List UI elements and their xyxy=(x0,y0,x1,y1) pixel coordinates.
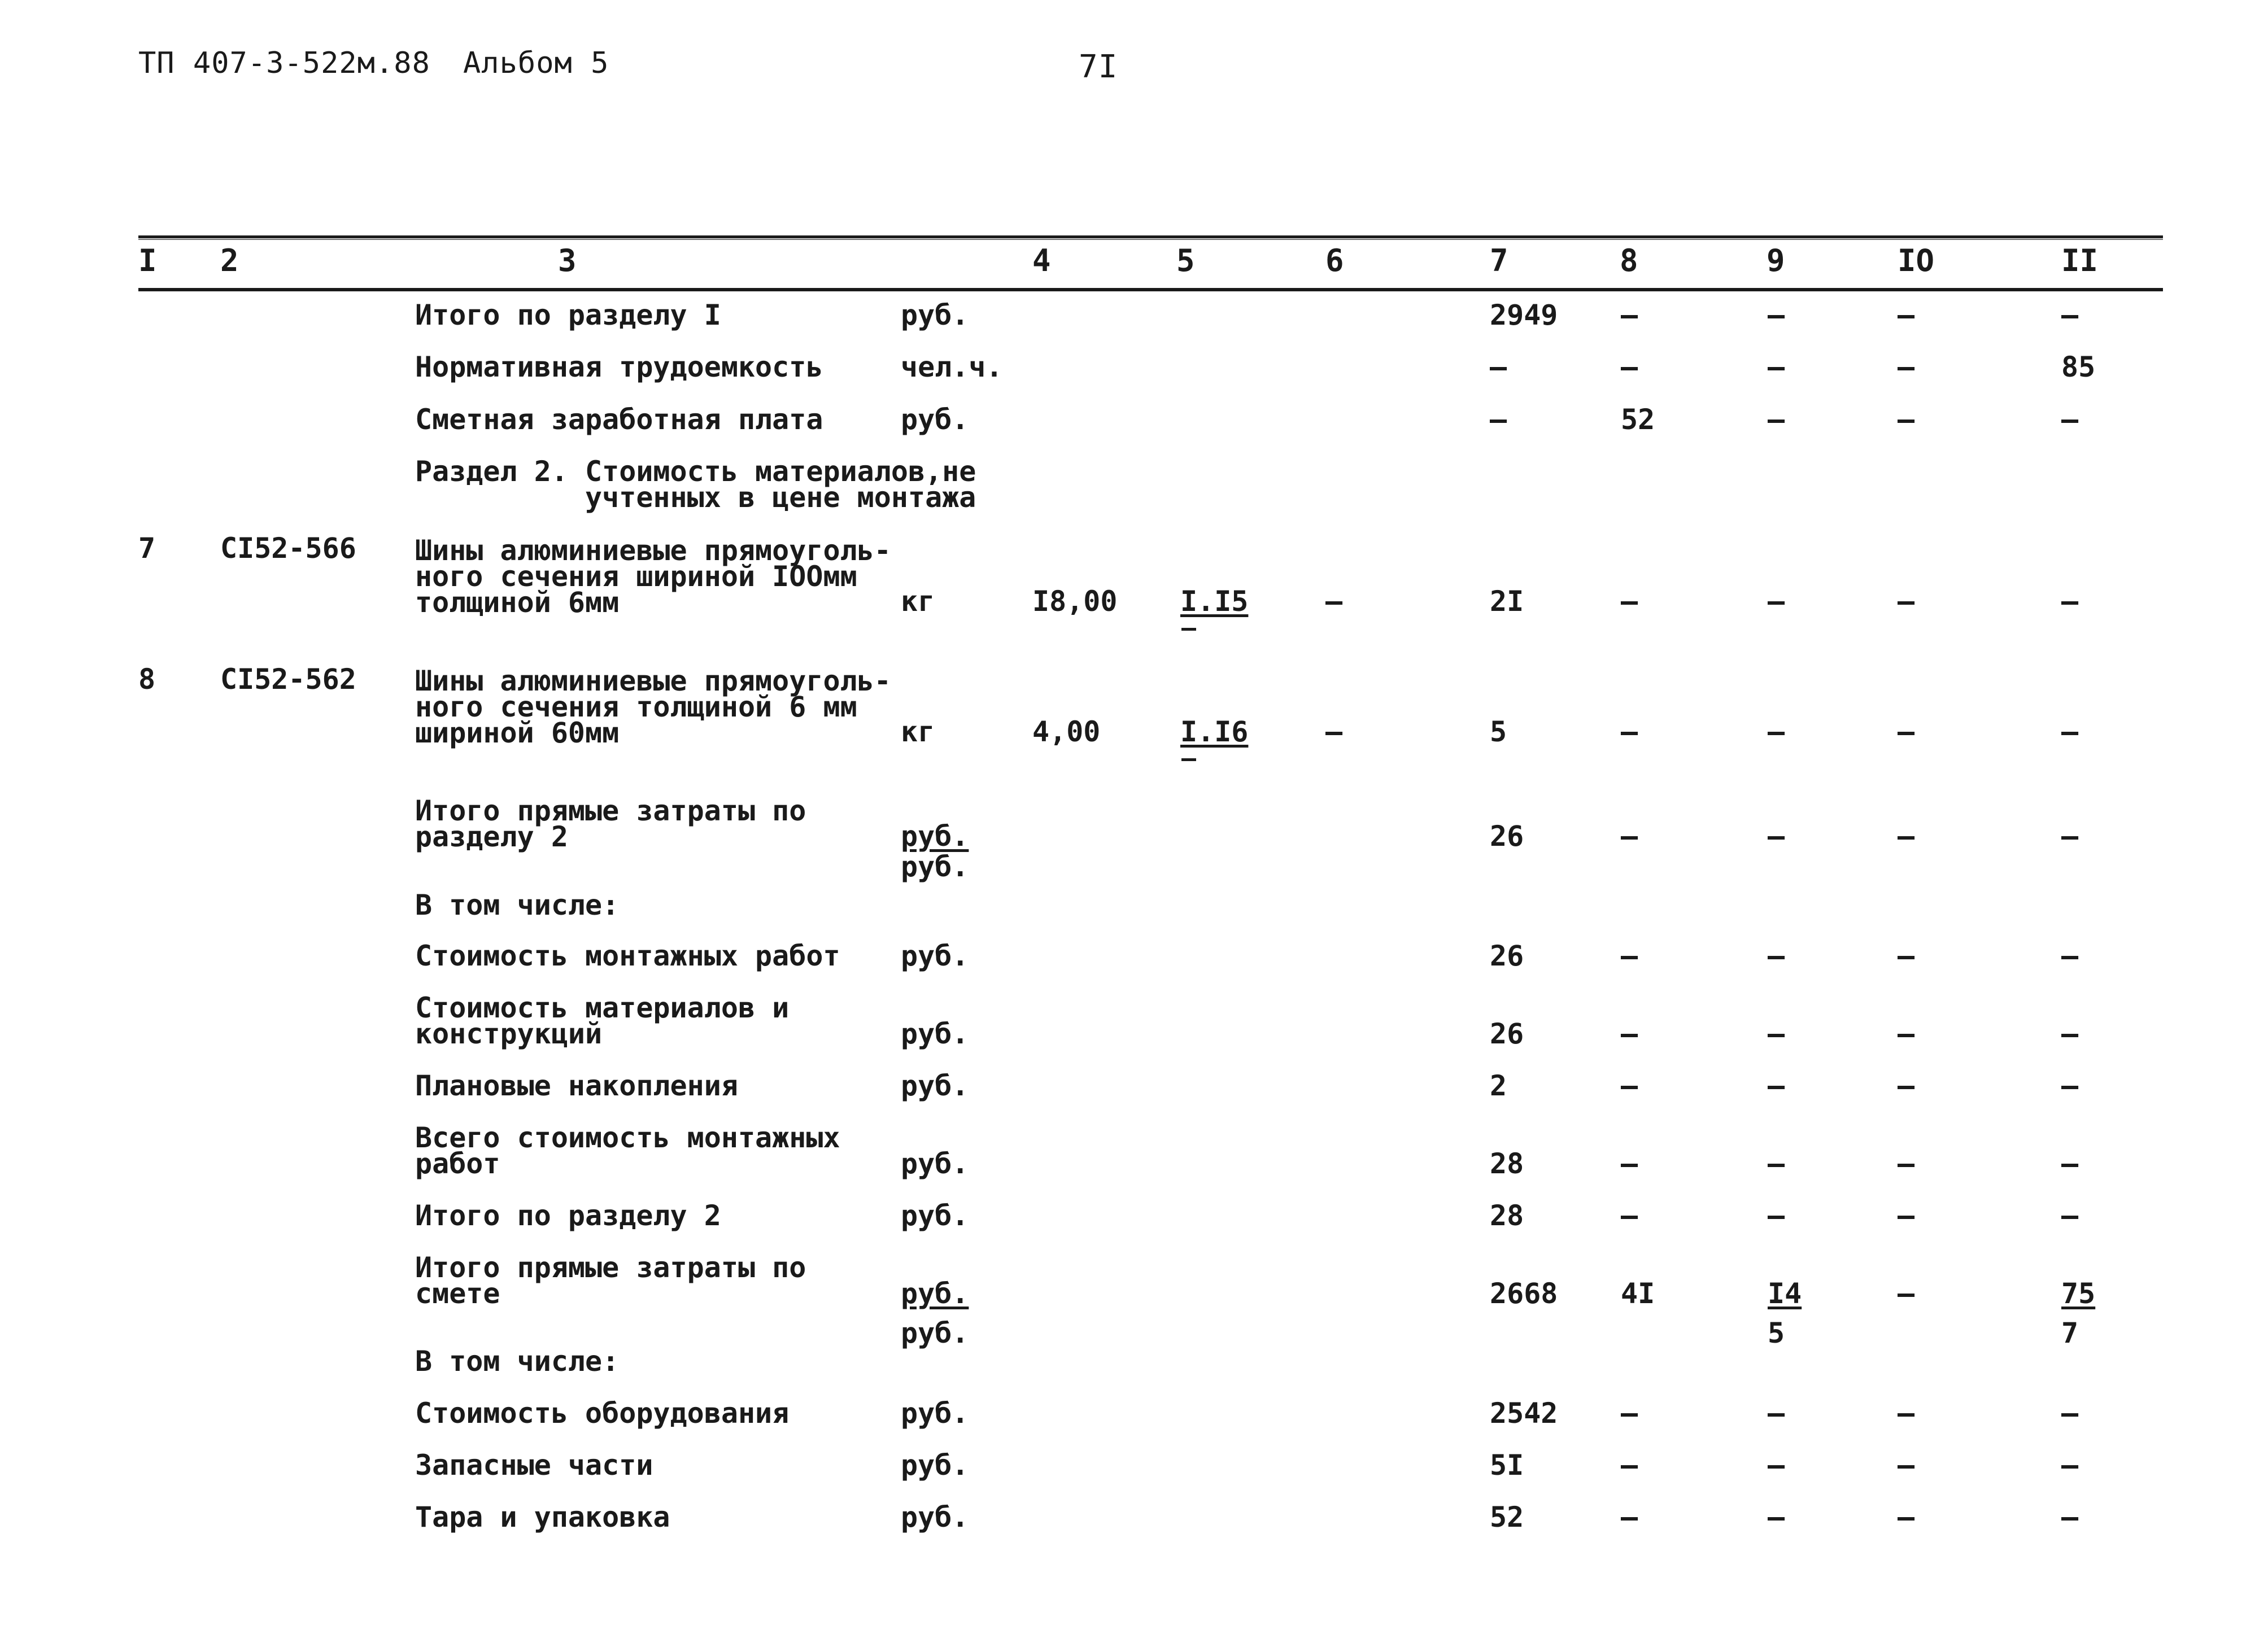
row-label: Стоимость материалов и конструкций xyxy=(415,991,790,1050)
row-c9: – xyxy=(1768,403,1785,436)
row-c11: – xyxy=(2061,1017,2079,1050)
col-header-5: 5 xyxy=(1176,243,1195,278)
row-unit: руб. xyxy=(901,820,969,853)
section-heading: Раздел 2. Стоимость материалов,не учтенных в цене монтажа xyxy=(415,455,976,514)
row-c11: – xyxy=(2061,715,2079,748)
row-c11: – xyxy=(2061,299,2079,331)
row-unit: руб. xyxy=(901,1199,969,1232)
row-unit: руб. xyxy=(901,1277,969,1310)
row-label: Итого по разделу 2 xyxy=(415,1199,721,1232)
row-c7: – xyxy=(1490,403,1507,436)
row-label: Всего стоимость монтажных работ xyxy=(415,1121,840,1180)
row-c9: I4 xyxy=(1768,1277,1802,1310)
row-unit: руб. xyxy=(901,1017,969,1050)
row-label: Итого прямые затраты по разделу 2 xyxy=(415,794,806,853)
row-c8: 52 xyxy=(1621,403,1655,436)
col-header-11: II xyxy=(2061,243,2099,278)
col-header-1: I xyxy=(138,243,157,278)
row-c11: – xyxy=(2061,1501,2079,1533)
row-c10: – xyxy=(1898,299,1915,331)
row-c11: 85 xyxy=(2061,351,2096,383)
row-c10: – xyxy=(1898,715,1915,748)
underline-mark xyxy=(1181,758,1196,761)
row-c7: 2668 xyxy=(1490,1277,1558,1310)
row-c10: – xyxy=(1898,1147,1915,1180)
header-bottom-rule xyxy=(138,288,2163,291)
row-c8: – xyxy=(1621,820,1638,853)
col-header-3: 3 xyxy=(558,243,577,278)
row-unit: кг xyxy=(901,585,935,618)
col-header-6: 6 xyxy=(1325,243,1344,278)
row-c11: – xyxy=(2061,585,2079,618)
row-c9: – xyxy=(1768,1147,1785,1180)
col-header-10: IO xyxy=(1898,243,1935,278)
row-c11: – xyxy=(2061,1147,2079,1180)
row-c9-secondary: 5 xyxy=(1768,1317,1785,1349)
row-c10: – xyxy=(1898,820,1915,853)
row-c9: – xyxy=(1768,585,1785,618)
row-c11: – xyxy=(2061,1199,2079,1232)
row-c8: – xyxy=(1621,1397,1638,1430)
row-c9: – xyxy=(1768,940,1785,972)
row-c7: 2542 xyxy=(1490,1397,1558,1430)
row-c4: I8,00 xyxy=(1032,585,1118,618)
row-c10: – xyxy=(1898,403,1915,436)
row-c7: 2 xyxy=(1490,1069,1507,1102)
row-c8: – xyxy=(1621,299,1638,331)
row-c10: – xyxy=(1898,1277,1915,1310)
row-c10: – xyxy=(1898,585,1915,618)
row-c9: – xyxy=(1768,299,1785,331)
row-c8: 4I xyxy=(1621,1277,1655,1310)
row-c9: – xyxy=(1768,1397,1785,1430)
row-label: Стоимость оборудования xyxy=(415,1397,790,1430)
col-header-9: 9 xyxy=(1767,243,1785,278)
row-c10: – xyxy=(1898,1199,1915,1232)
row-c11: – xyxy=(2061,820,2079,853)
row-c10: – xyxy=(1898,1501,1915,1533)
row-c7: 26 xyxy=(1490,940,1524,972)
row-c10: – xyxy=(1898,1449,1915,1482)
row-c8: – xyxy=(1621,1069,1638,1102)
row-c7: 5 xyxy=(1490,715,1507,748)
row-c7: 2949 xyxy=(1490,299,1558,331)
table-top-rule xyxy=(138,235,2163,238)
row-c9: – xyxy=(1768,1017,1785,1050)
row-unit: чел.ч. xyxy=(901,351,1003,383)
row-c10: – xyxy=(1898,351,1915,383)
row-c7: 26 xyxy=(1490,820,1524,853)
table-top-rule-thin xyxy=(138,239,2163,240)
row-c8: – xyxy=(1621,1017,1638,1050)
row-c8: – xyxy=(1621,940,1638,972)
row-label: Итого по разделу I xyxy=(415,299,721,331)
row-c11: – xyxy=(2061,1069,2079,1102)
row-label: Шины алюминиевые прямоуголь- ного сечения толщиной 6 мм шириной 60мм xyxy=(415,665,891,749)
row-c11: – xyxy=(2061,1449,2079,1482)
row-c8: – xyxy=(1621,1501,1638,1533)
row-label: Шины алюминиевые прямоуголь- ного сечения шириной IOOмм толщиной 6мм xyxy=(415,534,891,619)
row-c10: – xyxy=(1898,1017,1915,1050)
row-c10: – xyxy=(1898,1069,1915,1102)
row-label: Плановые накопления xyxy=(415,1069,738,1102)
row-c8: – xyxy=(1621,1147,1638,1180)
row-c4: 4,00 xyxy=(1032,715,1101,748)
row-c5: I.I5 xyxy=(1180,585,1249,618)
row-c1: 7 xyxy=(138,532,156,565)
row-c9: – xyxy=(1768,1069,1785,1102)
row-unit: руб. xyxy=(901,1069,969,1102)
underline-mark xyxy=(1181,628,1196,631)
row-c2: СI52-562 xyxy=(220,663,356,696)
row-label: В том числе: xyxy=(415,889,620,921)
row-unit: руб. xyxy=(901,403,969,436)
row-unit: руб. xyxy=(901,1397,969,1430)
row-unit: руб. xyxy=(901,299,969,331)
row-c9: – xyxy=(1768,820,1785,853)
row-c9: – xyxy=(1768,351,1785,383)
row-c8: – xyxy=(1621,715,1638,748)
row-unit: руб. xyxy=(901,1449,969,1482)
row-unit: руб. xyxy=(901,1501,969,1533)
row-c8: – xyxy=(1621,1199,1638,1232)
row-label: В том числе: xyxy=(415,1345,620,1378)
row-unit: руб. xyxy=(901,940,969,972)
row-c7: 52 xyxy=(1490,1501,1524,1533)
row-c6: – xyxy=(1325,585,1343,618)
col-header-4: 4 xyxy=(1032,243,1051,278)
row-c6: – xyxy=(1325,715,1343,748)
col-header-8: 8 xyxy=(1620,243,1638,278)
row-c11: – xyxy=(2061,940,2079,972)
row-c9: – xyxy=(1768,1199,1785,1232)
row-c11-secondary: 7 xyxy=(2061,1317,2079,1349)
album-label: Альбом 5 xyxy=(463,46,609,80)
row-c7: – xyxy=(1490,351,1507,383)
row-label: Нормативная трудоемкость xyxy=(415,351,823,383)
row-c1: 8 xyxy=(138,663,156,696)
doc-code: ТП 407-3-522м.88 xyxy=(138,46,430,80)
row-unit: кг xyxy=(901,715,935,748)
row-c7: 2I xyxy=(1490,585,1524,618)
row-c11: – xyxy=(2061,1397,2079,1430)
page-number: 7I xyxy=(1079,49,1118,85)
row-unit-secondary: руб. xyxy=(901,1317,969,1349)
row-c8: – xyxy=(1621,1449,1638,1482)
row-c9: – xyxy=(1768,1449,1785,1482)
row-unit-secondary: руб. xyxy=(901,850,969,883)
row-label: Тара и упаковка xyxy=(415,1501,670,1533)
row-c10: – xyxy=(1898,940,1915,972)
row-c9: – xyxy=(1768,1501,1785,1533)
row-c7: 5I xyxy=(1490,1449,1524,1482)
row-c10: – xyxy=(1898,1397,1915,1430)
row-c7: 28 xyxy=(1490,1147,1524,1180)
col-header-2: 2 xyxy=(220,243,239,278)
row-label: Сметная заработная плата xyxy=(415,403,823,436)
row-c7: 28 xyxy=(1490,1199,1524,1232)
row-unit: руб. xyxy=(901,1147,969,1180)
col-header-7: 7 xyxy=(1490,243,1508,278)
row-c5: I.I6 xyxy=(1180,715,1249,748)
row-c7: 26 xyxy=(1490,1017,1524,1050)
row-c8: – xyxy=(1621,585,1638,618)
row-c11: – xyxy=(2061,403,2079,436)
row-label: Стоимость монтажных работ xyxy=(415,940,840,972)
row-c11: 75 xyxy=(2061,1277,2096,1310)
row-label: Запасные части xyxy=(415,1449,653,1482)
row-c9: – xyxy=(1768,715,1785,748)
row-c2: СI52-566 xyxy=(220,532,356,565)
row-c8: – xyxy=(1621,351,1638,383)
row-label: Итого прямые затраты по смете xyxy=(415,1251,806,1310)
